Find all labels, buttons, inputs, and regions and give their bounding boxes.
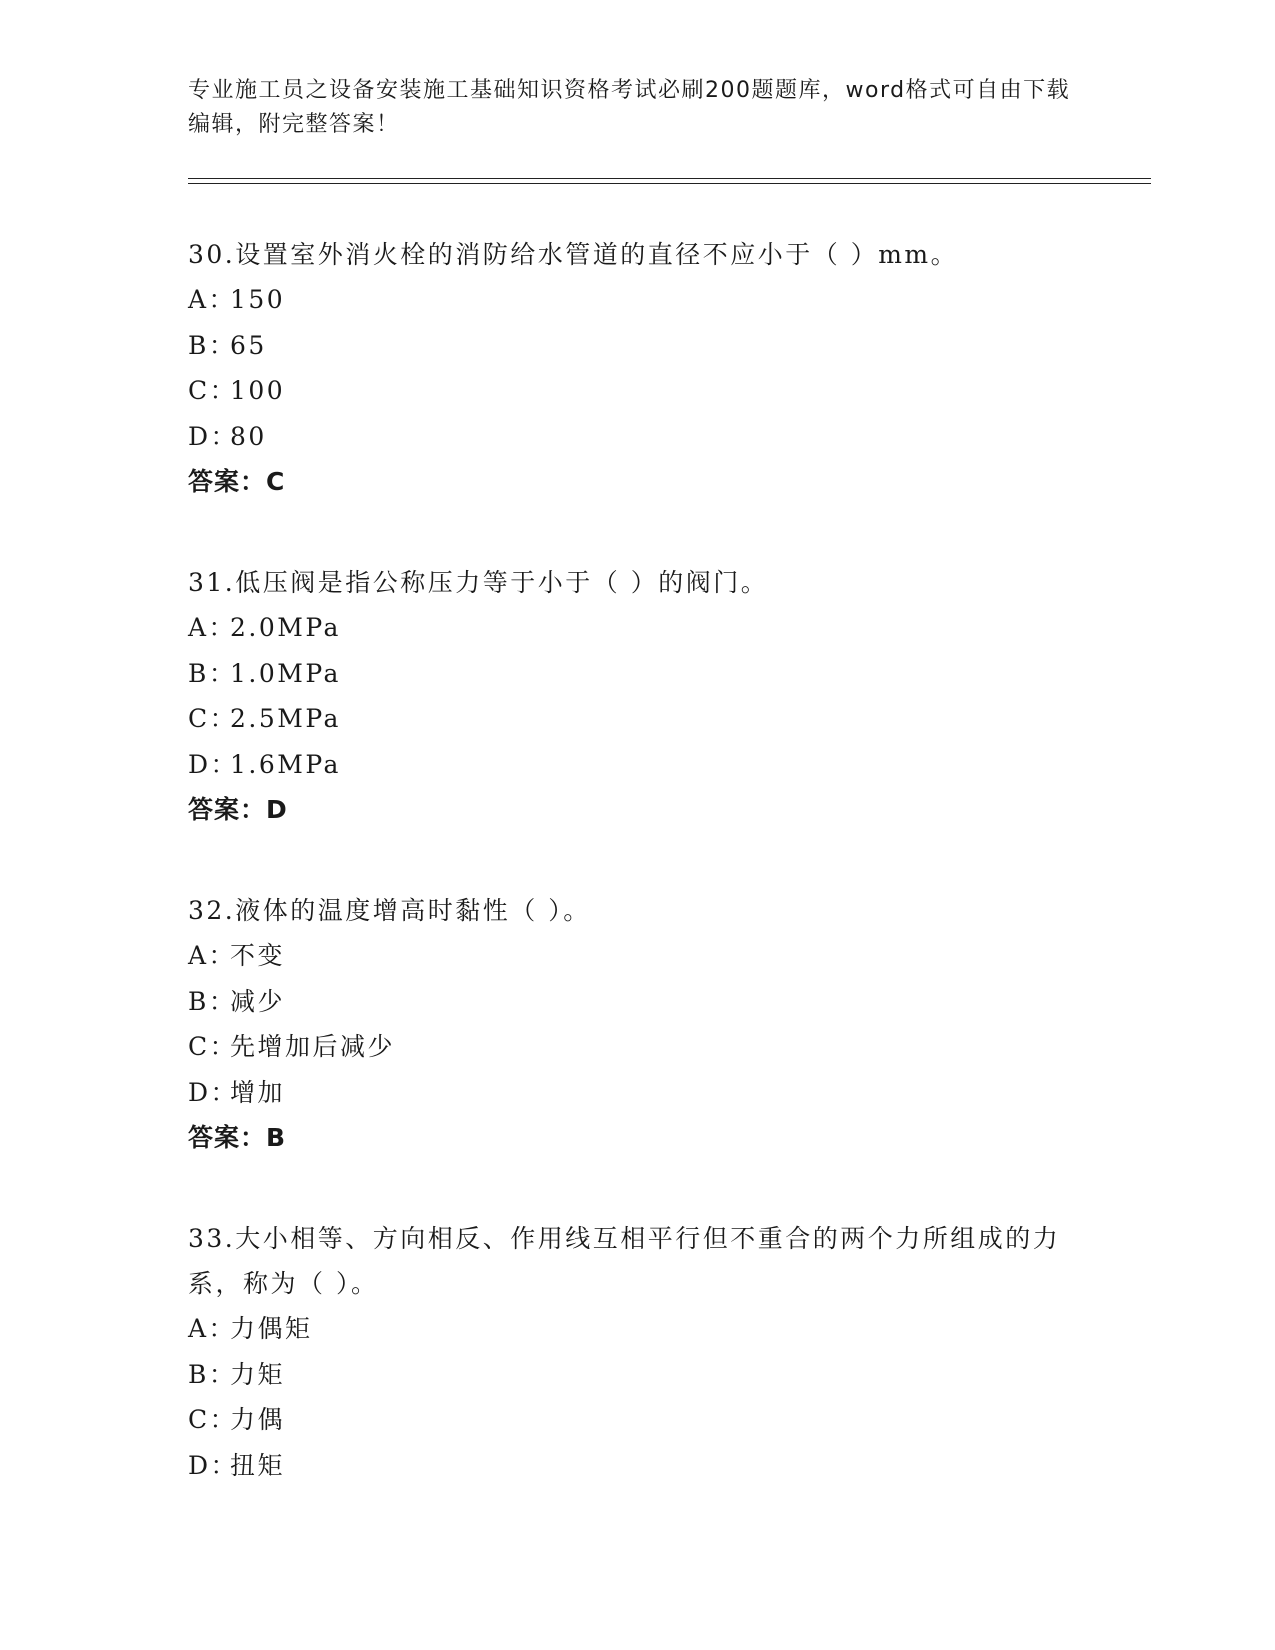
option-b: B：65 — [188, 330, 267, 360]
question-stem: 30.设置室外消火栓的消防给水管道的直径不应小于（ ）mm。 — [188, 240, 959, 269]
option-c: C：2.5MPa — [188, 704, 341, 733]
option-a: A：力偶矩 — [188, 1314, 313, 1343]
option-d: D：80 — [188, 421, 267, 451]
question-stem: 32.液体的温度增高时黏性（ ）。 — [188, 896, 591, 925]
option-a: A：2.0MPa — [188, 613, 341, 642]
answer: 答案：C — [188, 467, 286, 496]
question-stem: 31.低压阀是指公称压力等于小于（ ）的阀门。 — [188, 568, 769, 597]
option-b: B：1.0MPa — [188, 658, 341, 688]
question-32 — [188, 888, 1088, 1160]
header-divider-top — [188, 178, 1151, 179]
question-33 — [188, 1216, 1088, 1488]
option-d: D：1.6MPa — [188, 749, 341, 779]
question-31 — [188, 560, 1088, 832]
header-divider-bottom — [188, 183, 1151, 184]
answer: 答案：D — [188, 795, 288, 824]
option-a: A：不变 — [188, 941, 286, 970]
option-c: C：力偶 — [188, 1405, 286, 1434]
question-list — [188, 232, 1088, 1488]
answer: 答案：B — [188, 1123, 287, 1152]
question-30 — [188, 232, 1088, 504]
option-b: B：力矩 — [188, 1359, 286, 1389]
option-a: A：150 — [188, 285, 286, 314]
option-d: D：增加 — [188, 1077, 286, 1107]
option-b: B：减少 — [188, 986, 286, 1016]
option-c: C：100 — [188, 376, 286, 405]
option-d: D：扭矩 — [188, 1450, 286, 1480]
document-header: 专业施工员之设备安装施工基础知识资格考试必刷200题题库，word格式可自由下载编辑，附完整答案！ — [188, 78, 1071, 137]
option-c: C：先增加后减少 — [188, 1032, 396, 1061]
question-stem: 33.大小相等、方向相反、作用线互相平行但不重合的两个力所组成的力系，称为（ ）。 — [188, 1224, 1061, 1298]
